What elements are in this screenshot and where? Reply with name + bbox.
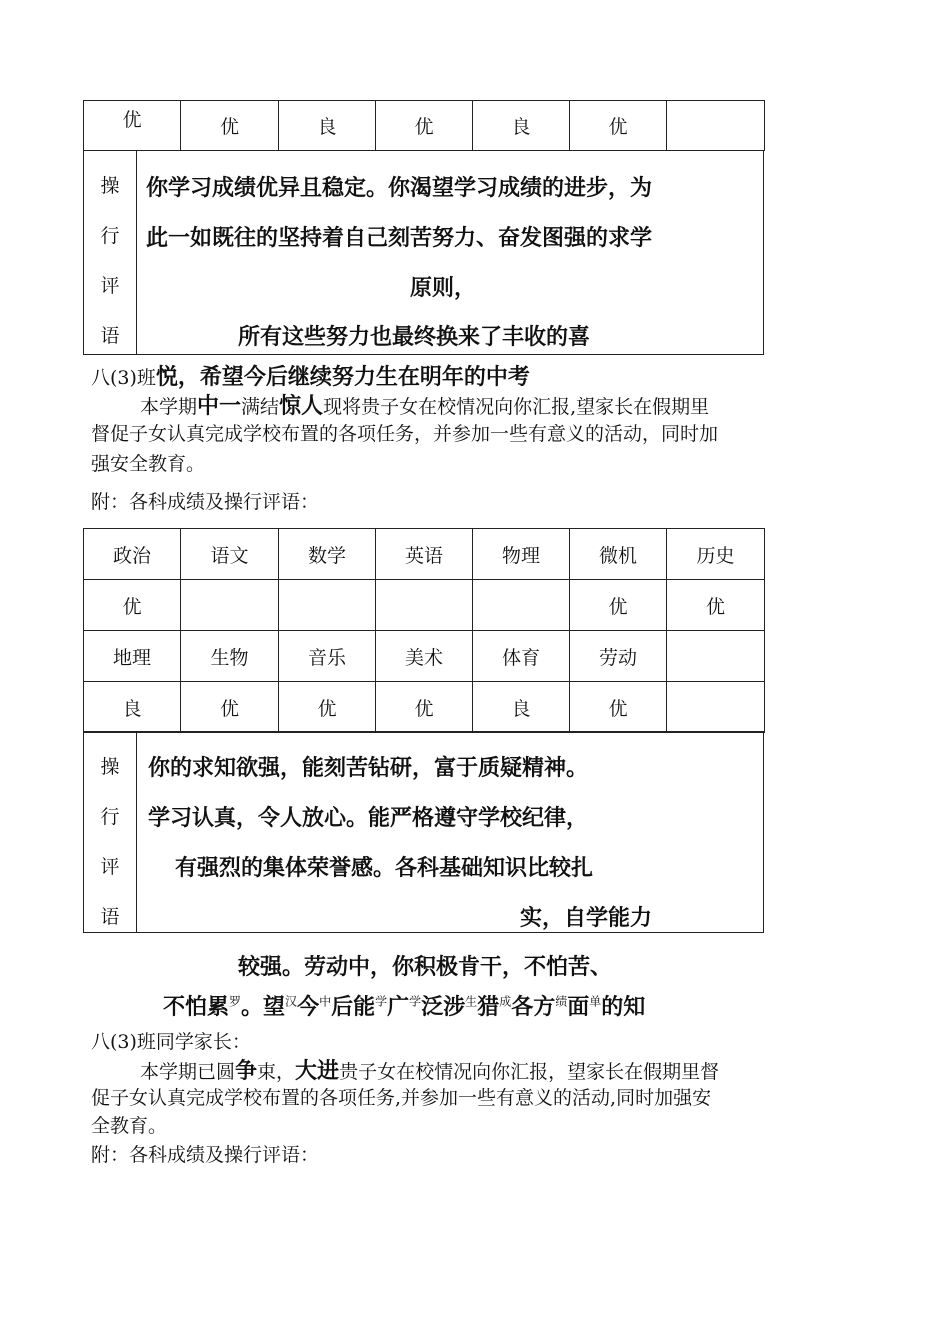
grade-cell (473, 580, 570, 631)
grade-cell (279, 580, 376, 631)
label-char: 评 (100, 856, 120, 878)
grade-cell: 优 (376, 682, 473, 733)
label-char: 行 (100, 806, 120, 828)
subject-cell: 音乐 (279, 631, 376, 682)
subject-cell: 劳动 (570, 631, 667, 682)
label-char: 操 (100, 175, 120, 197)
grade-cell: 良 (84, 682, 181, 733)
grade-cell: 优 (181, 101, 279, 151)
grade-cell: 优 (181, 682, 279, 733)
grade-cell (181, 580, 279, 631)
grade-cell (667, 682, 765, 733)
intro-paragraph-line: 本学期中一满结惊人现将贵子女在校情况向你汇报,望家长在假期里 (140, 394, 710, 419)
comment-line: 学习认真，令人放心。能严格遵守学校纪律， (148, 806, 589, 831)
grade-cell: 良 (279, 101, 376, 151)
label-char: 语 (100, 906, 120, 928)
overflow-comment-line: 不怕累$^罗$。望$^汉$今$^中$后能$^学$广$^学$泛涉$^生$猎$^成$各方$^绩$面$^单$的知 (163, 994, 646, 1020)
subject-cell (667, 631, 765, 682)
intro-paragraph-line: 督促子女认真完成学校布置的各项任务，并参加一些有意义的活动，同时加 (91, 423, 719, 445)
label-char: 行 (100, 225, 120, 247)
comment-line: 原则， (410, 276, 477, 301)
comment-line: 你的求知欲强，能刻苦钻研，富于质疑精神。 (148, 756, 589, 781)
grade-cell: 优 (570, 101, 667, 151)
intro-paragraph-line: 全教育。 (91, 1115, 168, 1137)
grade-cell: 优 (570, 580, 667, 631)
subject-cell: 物理 (473, 529, 570, 580)
grade-table (83, 528, 765, 733)
grade-table-top (83, 100, 765, 151)
conduct-comment-box-1 (83, 150, 764, 355)
subject-cell: 政治 (84, 529, 181, 580)
attachment-heading: 附：各科成绩及操行评语： (91, 491, 320, 513)
comment-line: 实，自学能力 (520, 906, 653, 931)
subject-cell: 微机 (570, 529, 667, 580)
subject-cell: 语文 (181, 529, 279, 580)
greeting-line: 八(3)班同学家长： (91, 1031, 251, 1053)
subject-cell: 生物 (181, 631, 279, 682)
grade-cell: 优 (84, 101, 181, 151)
grade-cell: 良 (473, 682, 570, 733)
intro-paragraph-line: 强安全教育。 (91, 453, 206, 475)
grade-cell: 优 (279, 682, 376, 733)
grade-cell (376, 580, 473, 631)
subject-cell: 地理 (84, 631, 181, 682)
class-line: 八(3)班悦，希望今后继续努力生在明年的中考 (91, 365, 530, 390)
overflow-comment-line: 较强。劳动中，你积极肯干，不怕苦、 (238, 955, 613, 980)
intro-paragraph-line: 本学期已圆争束，大进贵子女在校情况向你汇报，望家长在假期里督 (140, 1059, 720, 1084)
comment-line: 此一如既往的坚持着自己刻苦努力、奋发图强的求学 (146, 226, 653, 251)
grade-cell: 优 (84, 580, 181, 631)
grade-cell: 优 (570, 682, 667, 733)
subject-cell: 历史 (667, 529, 765, 580)
grade-cell: 优 (376, 101, 473, 151)
conduct-comment-label (84, 151, 137, 354)
grade-cell: 优 (667, 580, 765, 631)
subject-cell: 体育 (473, 631, 570, 682)
grade-cell: 良 (473, 101, 570, 151)
comment-line: 所有这些努力也最终换来了丰收的喜 (238, 325, 591, 350)
subject-cell: 美术 (376, 631, 473, 682)
subject-cell: 英语 (376, 529, 473, 580)
conduct-comment-box-2 (83, 731, 764, 933)
conduct-comment-label (84, 732, 137, 932)
label-char: 操 (100, 756, 120, 778)
grade-cell (667, 101, 765, 151)
attachment-heading: 附：各科成绩及操行评语： (91, 1144, 320, 1166)
label-char: 语 (100, 325, 120, 347)
intro-paragraph-line: 促子女认真完成学校布置的各项任务,并参加一些有意义的活动,同时加强安 (91, 1087, 712, 1109)
subject-cell: 数学 (279, 529, 376, 580)
label-char: 评 (100, 275, 120, 297)
comment-line: 有强烈的集体荣誉感。各科基础知识比较扎 (175, 856, 594, 881)
comment-line: 你学习成绩优异且稳定。你渴望学习成绩的进步，为 (146, 176, 653, 201)
